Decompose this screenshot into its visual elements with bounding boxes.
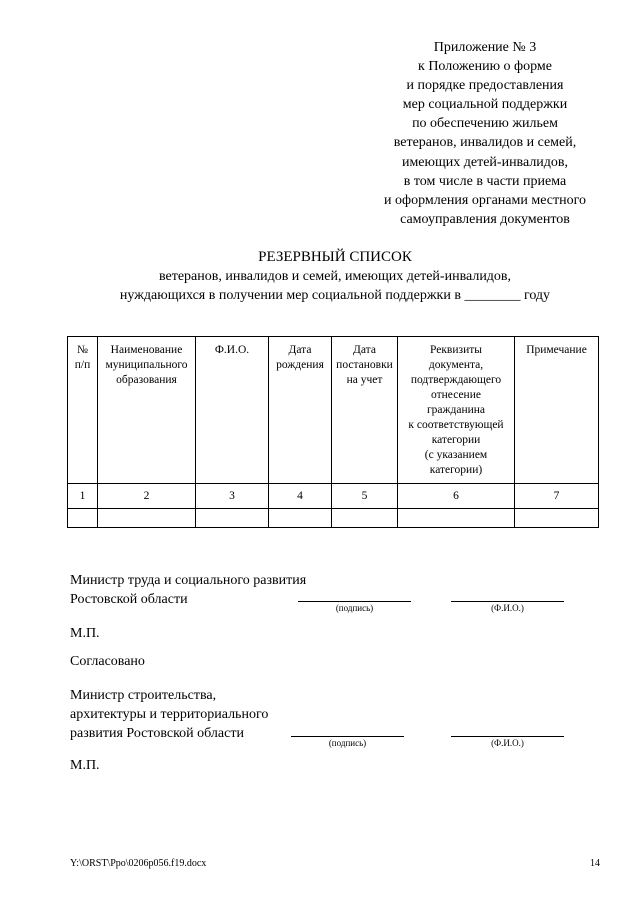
appendix-line: в том числе в части приема xyxy=(403,173,567,189)
stamp-label-2: М.П. xyxy=(70,758,100,773)
minister-labor-title: Министр труда и социального развития Ростовской области xyxy=(70,573,307,607)
column-number: 1 xyxy=(68,484,98,509)
title-main: РЕЗЕРВНЫЙ СПИСОК xyxy=(258,249,412,265)
reserve-list-table xyxy=(67,336,599,528)
col-header-document-details: Реквизиты документа, подтверждающего отнесение гражданина к соответствующей категории (с указанием категории) xyxy=(398,337,515,484)
table-empty-row xyxy=(68,509,599,528)
table-header-row xyxy=(68,337,599,484)
empty-cell xyxy=(98,509,196,528)
agreed-label: Согласовано xyxy=(70,654,145,669)
footer-file-path: Y:\ORST\Ppo\0206p056.f19.docx xyxy=(70,858,207,869)
appendix-line: ветеранов, инвалидов и семей, xyxy=(393,135,577,151)
fio-line-construction: (Ф.И.О.) xyxy=(451,736,564,749)
appendix-line: к Положению о форме xyxy=(418,59,552,75)
signature-line-labor: (подпись) xyxy=(298,601,411,614)
signature-line-construction: (подпись) xyxy=(291,736,404,749)
empty-cell xyxy=(196,509,269,528)
title-year-line: нуждающихся в получении мер социальной поддержки в ________ году xyxy=(119,288,551,303)
minister-construction-title: Министр строительства, архитектуры и территориального развития Ростовской области xyxy=(70,688,269,741)
appendix-line: самоуправления документов xyxy=(400,211,570,227)
col-header-number: № п/п xyxy=(68,337,98,484)
column-number: 3 xyxy=(196,484,269,509)
column-number: 4 xyxy=(269,484,332,509)
appendix-line: по обеспечению жильем xyxy=(412,116,558,132)
appendix-line: и порядке предоставления xyxy=(406,78,564,94)
empty-cell xyxy=(332,509,398,528)
fio-line-labor: (Ф.И.О.) xyxy=(451,601,564,614)
empty-cell xyxy=(515,509,599,528)
col-header-birth-date: Дата рождения xyxy=(269,337,332,484)
empty-cell xyxy=(269,509,332,528)
empty-cell xyxy=(68,509,98,528)
table-number-row xyxy=(68,484,599,509)
col-header-registration-date: Дата постановки на учет xyxy=(332,337,398,484)
column-number: 2 xyxy=(98,484,196,509)
title-subtitle: ветеранов, инвалидов и семей, имеющих детей-инвалидов, xyxy=(158,269,512,284)
appendix-line: Приложение № 3 xyxy=(433,40,537,55)
col-header-note: Примечание xyxy=(515,337,599,484)
appendix-line: имеющих детей-инвалидов, xyxy=(401,154,569,170)
document-title xyxy=(60,248,610,305)
col-header-municipality: Наименование муниципального образования xyxy=(98,337,196,484)
page-number: 14 xyxy=(590,858,600,869)
empty-cell xyxy=(398,509,515,528)
column-number: 6 xyxy=(398,484,515,509)
appendix-header xyxy=(360,38,610,229)
col-header-fio: Ф.И.О. xyxy=(196,337,269,484)
appendix-line: мер социальной поддержки xyxy=(402,97,568,113)
column-number: 5 xyxy=(332,484,398,509)
appendix-line: и оформления органами местного xyxy=(384,192,586,208)
stamp-label-1: М.П. xyxy=(70,626,100,641)
column-number: 7 xyxy=(515,484,599,509)
